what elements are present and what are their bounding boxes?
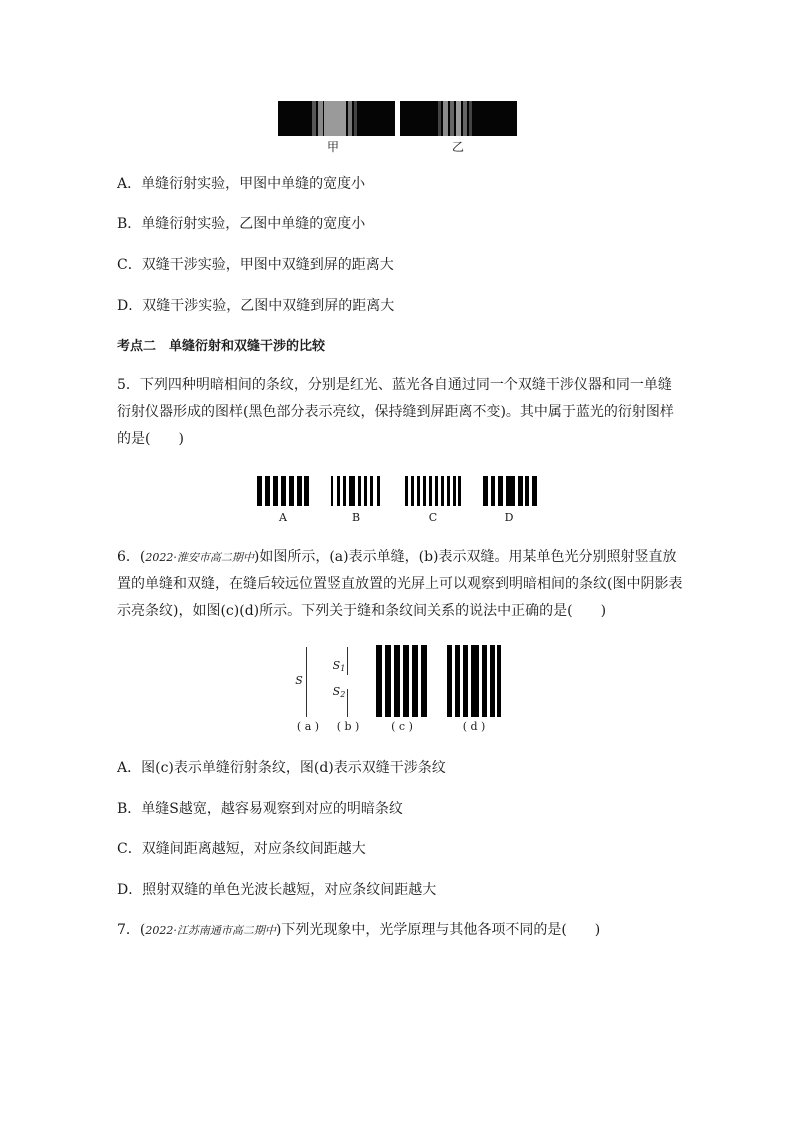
caption-jia: 甲 — [326, 140, 339, 154]
q4-option-b: B．单缝衍射实验，乙图中单缝的宽度小 — [117, 216, 366, 232]
q6-text — [117, 544, 685, 625]
q6-source: 2022·淮安市高二期中 — [145, 551, 254, 564]
fig-label-d: ( d ) — [462, 720, 486, 733]
stripe-label-a: A — [279, 511, 287, 524]
single-slit-line — [306, 647, 307, 717]
stripe-pattern-c — [405, 476, 461, 506]
stripe-label-b: B — [351, 511, 361, 524]
q7-source: 2022·江苏南通市高二期中 — [145, 924, 276, 937]
slit-s1-label: $S_1$ — [332, 659, 346, 673]
fringe-pattern-c — [376, 645, 428, 717]
q6-number: 6．( — [117, 549, 146, 565]
q7-body: )下列光现象中，光学原理与其他各项不同的是( ) — [275, 922, 601, 938]
fringe-image-yi — [400, 101, 517, 136]
q4-option-a: A．单缝衍射实验，甲图中单缝的宽度小 — [117, 176, 366, 192]
stripe-label-d: D — [504, 511, 514, 524]
stripe-pattern-b — [331, 476, 383, 506]
q6-body: )如图所示，(a)表示单缝，(b)表示双缝。用某单色光分别照射竖直放置的单缝和双缝，在缝后较远位置竖直放置的光屏上可以观察到明暗相间的条纹(图中阴影表示亮条纹)，如图(c)(d)所示。下列关于缝和条纹间关系的说法中正确的是( ) — [117, 549, 683, 619]
caption-yi: 乙 — [451, 140, 464, 154]
slit-s2-label: $S_2$ — [332, 685, 346, 699]
stripe-pattern-a — [257, 476, 309, 506]
q4-option-d: D．双缝干涉实验，乙图中双缝到屏的距离大 — [117, 298, 395, 314]
stripe-label-c: C — [428, 511, 438, 524]
q6-option-b: B．单缝S越宽，越容易观察到对应的明暗条纹 — [117, 801, 403, 817]
q6-option-c: C．双缝间距离越短，对应条纹间距越大 — [117, 841, 366, 857]
q7-number: 7．( — [117, 922, 146, 938]
fig-label-c: ( c ) — [391, 720, 413, 733]
stripe-pattern-d — [483, 476, 537, 506]
section-heading: 考点二 单缝衍射和双缝干涉的比较 — [117, 339, 326, 354]
fig-label-a: ( a ) — [296, 720, 320, 733]
fringe-image-jia — [278, 101, 395, 136]
q6-option-a: A．图(c)表示单缝衍射条纹，图(d)表示双缝干涉条纹 — [117, 760, 446, 776]
fringe-pattern-d — [447, 645, 501, 717]
q5-text: 5．下列四种明暗相间的条纹，分别是红光、蓝光各自通过同一个双缝干涉仪器和同一单缝衍射仪器形成的图样(黑色部分表示亮纹，保持缝到屏距离不变)。其中属于蓝光的衍射图样的是( ) — [117, 377, 674, 447]
q6-option-d: D．照射双缝的单色光波长越短，对应条纹间距越大 — [117, 882, 437, 898]
slit-s-label: S — [295, 674, 303, 687]
q4-option-c: C．双缝干涉实验，甲图中双缝到屏的距离大 — [117, 257, 394, 273]
fig-label-b: ( b ) — [336, 720, 360, 733]
q7-text — [117, 920, 600, 941]
